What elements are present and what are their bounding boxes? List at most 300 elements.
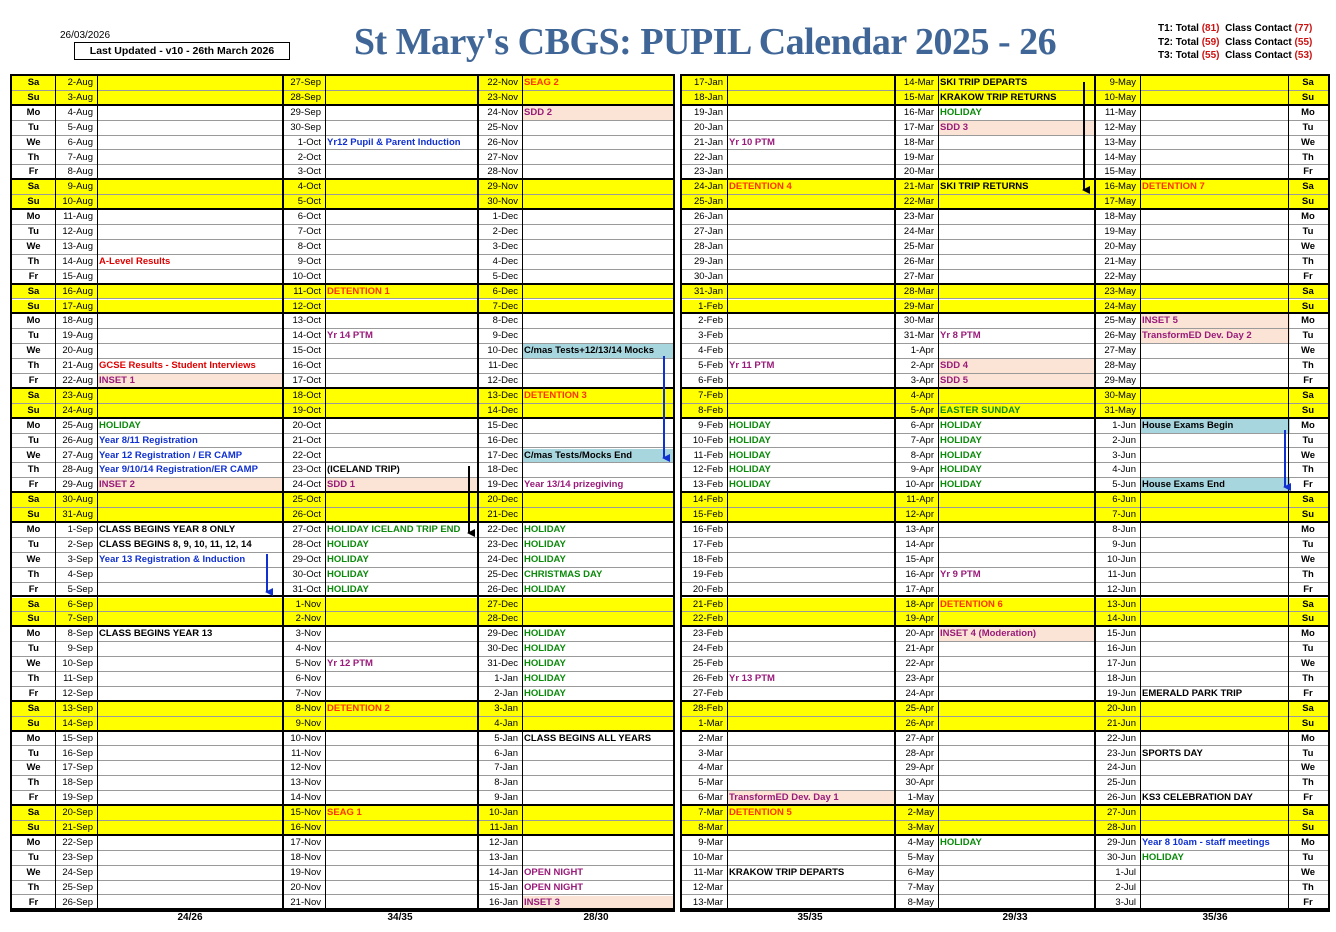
- date-cell: 17-Jun: [1106, 658, 1136, 670]
- event-label: DETENTION 5: [729, 807, 792, 819]
- event-label: Yr 9 PTM: [940, 568, 981, 580]
- weekday-label: We: [26, 658, 41, 670]
- weekday-label: Th: [1302, 881, 1314, 893]
- event-cell: [97, 657, 282, 671]
- calendar-row: [682, 851, 1328, 866]
- date-cell: 24-Jun: [1106, 762, 1136, 774]
- event-label: CLASS BEGINS ALL YEARS: [524, 732, 652, 744]
- date-cell: 3-Mar: [698, 747, 723, 759]
- date-cell: 29-May: [1104, 375, 1136, 386]
- weekday-label: Fr: [1303, 896, 1313, 908]
- date-cell: 16-Jun: [1106, 643, 1136, 655]
- calendar-row: [682, 359, 1328, 374]
- event-cell: [97, 210, 282, 224]
- event-label: C/mas Tests/Mocks End: [524, 449, 633, 461]
- date-cell: 18-May: [1104, 211, 1136, 223]
- date-cell: 9-Jan: [494, 792, 518, 804]
- event-cell: [522, 627, 673, 641]
- event-cell: [1140, 91, 1290, 104]
- event-label: HOLIDAY: [524, 524, 566, 535]
- weekday-label: Sa: [1302, 598, 1314, 610]
- calendar-row: [682, 568, 1328, 583]
- weekday-label: Mo: [26, 211, 41, 223]
- event-cell: [97, 136, 282, 150]
- event-cell: [97, 866, 282, 880]
- event-cell: [325, 523, 477, 537]
- date-cell: 9-Jun: [1112, 538, 1136, 550]
- date-cell: 2-Mar: [698, 732, 723, 744]
- event-cell: [325, 463, 477, 477]
- column-divider: [727, 76, 728, 910]
- event-cell: [325, 210, 477, 224]
- event-cell: [1140, 508, 1290, 521]
- event-cell: [97, 791, 282, 804]
- date-cell: 18-Feb: [692, 553, 723, 565]
- date-cell: 24-Apr: [905, 687, 934, 699]
- event-cell: [1140, 300, 1290, 313]
- date-cell: 3-Jan: [494, 702, 518, 714]
- event-label: HOLIDAY: [729, 434, 771, 446]
- event-cell: [97, 300, 282, 313]
- date-cell: 19-Oct: [292, 404, 321, 416]
- event-label: Yr 13 PTM: [729, 673, 775, 684]
- event-cell: [727, 404, 894, 417]
- calendar-row: [682, 747, 1328, 762]
- weekday-label: We: [26, 345, 41, 357]
- event-cell: [1140, 717, 1290, 730]
- date-cell: 25-Nov: [487, 121, 518, 133]
- event-cell: [325, 449, 477, 463]
- calendar-row: [12, 404, 673, 419]
- date-cell: 1-Jan: [494, 673, 518, 684]
- weekday-label: Su: [1301, 91, 1315, 103]
- date-cell: 2-Jun: [1112, 434, 1136, 446]
- date-cell: 28-Dec: [487, 613, 518, 625]
- event-cell: [727, 449, 894, 463]
- event-label: Yr 8 PTM: [940, 330, 981, 342]
- weekday-label: Su: [1301, 300, 1315, 312]
- date-cell: 14-Jun: [1106, 613, 1136, 625]
- date-cell: 4-May: [907, 836, 934, 848]
- event-cell: [325, 806, 477, 820]
- date-cell: 18-Dec: [487, 464, 518, 476]
- event-label: HOLIDAY: [729, 449, 771, 461]
- date-cell: 10-Feb: [692, 434, 723, 446]
- event-label: HOLIDAY: [524, 538, 566, 550]
- weekday-label: Su: [1301, 509, 1315, 521]
- event-label: OPEN NIGHT: [524, 866, 584, 878]
- weekday-label: Su: [27, 404, 40, 416]
- date-cell: 15-Mar: [903, 91, 934, 103]
- calendar-row: [682, 821, 1328, 836]
- weekday-label: Sa: [1302, 807, 1314, 819]
- event-cell: [522, 419, 673, 433]
- calendar-row: [682, 121, 1328, 136]
- date-cell: 2-May: [907, 807, 934, 819]
- weekday-label: Fr: [28, 375, 39, 386]
- date-cell: 26-Feb: [692, 673, 723, 684]
- event-cell: [325, 583, 477, 596]
- date-cell: 23-Oct: [292, 464, 321, 476]
- date-cell: 30-Apr: [905, 777, 934, 789]
- event-cell: [97, 106, 282, 120]
- date-cell: 24-Feb: [692, 643, 723, 655]
- event-cell: [727, 121, 894, 135]
- calendar-row: [12, 329, 673, 344]
- date-cell: 11-Oct: [293, 285, 321, 297]
- event-label: HOLIDAY: [524, 583, 566, 595]
- event-cell: [522, 866, 673, 880]
- event-cell: [325, 359, 477, 373]
- calendar-row: [12, 806, 673, 821]
- weekday-label: Mo: [26, 836, 41, 848]
- event-cell: [938, 896, 1094, 909]
- date-cell: 26-May: [1104, 330, 1136, 342]
- event-cell: [938, 657, 1094, 671]
- weekday-label: We: [26, 449, 41, 461]
- date-cell: 5-Dec: [492, 270, 518, 282]
- date-cell: 5-Nov: [295, 658, 321, 670]
- date-cell: 9-Sep: [67, 643, 93, 655]
- event-cell: [1140, 180, 1290, 194]
- calendar-row: [682, 91, 1328, 106]
- event-label: HOLIDAY: [524, 658, 566, 670]
- date-cell: 3-Dec: [492, 240, 518, 252]
- event-cell: [97, 165, 282, 178]
- event-cell: [325, 881, 477, 895]
- event-cell: [97, 672, 282, 686]
- calendar-row: [682, 612, 1328, 627]
- event-cell: [522, 449, 673, 463]
- date-cell: 8-Jun: [1112, 524, 1136, 535]
- date-cell: 25-Sep: [62, 881, 93, 893]
- event-cell: [325, 836, 477, 850]
- event-cell: [97, 404, 282, 417]
- calendar-row: [682, 583, 1328, 598]
- date-cell: 17-Aug: [62, 300, 93, 312]
- event-cell: [727, 225, 894, 239]
- event-label: DETENTION 3: [524, 389, 587, 401]
- weekday-label: Fr: [1303, 479, 1313, 491]
- event-cell: [727, 255, 894, 269]
- event-label: HOLIDAY: [99, 419, 141, 431]
- event-label: HOLIDAY: [940, 479, 982, 491]
- date-cell: 29-Jun: [1106, 836, 1136, 848]
- weekday-label: Mo: [1301, 315, 1315, 327]
- date-cell: 3-Oct: [297, 166, 321, 178]
- event-cell: [325, 896, 477, 909]
- event-cell: [727, 419, 894, 433]
- date-cell: 25-Aug: [62, 419, 93, 431]
- date-cell: 18-Jan: [693, 91, 723, 103]
- date-cell: 14-Aug: [62, 255, 93, 267]
- date-cell: 14-Dec: [487, 404, 518, 416]
- date-cell: 14-Apr: [905, 538, 934, 550]
- column-divider: [522, 76, 523, 910]
- event-label: Year 12 Registration / ER CAMP: [99, 449, 243, 461]
- event-cell: [938, 717, 1094, 730]
- calendar-row: [12, 583, 673, 598]
- event-label: Yr 10 PTM: [729, 136, 775, 148]
- date-cell: 16-Apr: [905, 568, 934, 580]
- calendar-row: [12, 702, 673, 717]
- event-cell: [938, 225, 1094, 239]
- calendar-row: [682, 434, 1328, 449]
- weekday-label: Mo: [26, 524, 41, 535]
- event-cell: [938, 851, 1094, 865]
- event-label: SEAG 1: [327, 807, 362, 819]
- term-label: T2: Total: [1158, 36, 1199, 48]
- date-cell: 15-Oct: [292, 345, 321, 357]
- calendar-row: [12, 136, 673, 151]
- date-cell: 23-Aug: [62, 389, 93, 401]
- event-label: INSET 5: [1142, 315, 1178, 327]
- weekday-label: Th: [27, 673, 40, 684]
- event-cell: [325, 717, 477, 730]
- event-label: SKI TRIP RETURNS: [940, 181, 1029, 193]
- date-cell: 26-Dec: [487, 583, 518, 595]
- event-label: SEAG 2: [524, 77, 559, 88]
- event-cell: [727, 583, 894, 596]
- event-cell: [522, 508, 673, 521]
- weekday-label: Mo: [1301, 732, 1315, 744]
- event-cell: [1140, 776, 1290, 790]
- weekday-label: Tu: [28, 121, 39, 133]
- footer-count: 28/30: [583, 912, 609, 923]
- event-cell: [1140, 702, 1290, 716]
- event-cell: [1140, 687, 1290, 700]
- date-cell: 21-Oct: [292, 434, 321, 446]
- calendar-row: [12, 76, 673, 91]
- date-cell: 19-Feb: [692, 568, 723, 580]
- weekday-label: Tu: [28, 226, 39, 237]
- calendar-row: [682, 598, 1328, 613]
- date-cell: 12-Mar: [692, 881, 723, 893]
- date-cell: 26-Sep: [62, 896, 93, 908]
- calendar-row: [682, 523, 1328, 538]
- date-cell: 6-Aug: [67, 136, 93, 148]
- event-cell: [727, 374, 894, 387]
- event-label: Yr 12 PTM: [327, 658, 373, 670]
- event-cell: [727, 329, 894, 343]
- calendar-row: [682, 761, 1328, 776]
- weekday-label: Su: [27, 822, 40, 833]
- event-cell: [97, 806, 282, 820]
- event-cell: [938, 285, 1094, 299]
- event-cell: [1140, 165, 1290, 178]
- date-cell: 30-Oct: [292, 568, 321, 580]
- calendar-row: [682, 165, 1328, 180]
- weekday-label: Mo: [26, 732, 41, 744]
- calendar-row: [12, 538, 673, 553]
- calendar-row: [12, 314, 673, 329]
- date-cell: 19-Jan: [693, 106, 723, 118]
- weekday-label: Sa: [1302, 181, 1314, 193]
- event-cell: [727, 672, 894, 686]
- calendar-row: [682, 627, 1328, 642]
- event-cell: [522, 568, 673, 582]
- weekday-label: Tu: [28, 538, 39, 550]
- event-cell: [727, 627, 894, 641]
- event-cell: [325, 612, 477, 625]
- calendar-row: [12, 821, 673, 836]
- event-cell: [97, 76, 282, 90]
- date-cell: 26-Nov: [487, 136, 518, 148]
- calendar-row: [682, 538, 1328, 553]
- event-cell: [938, 359, 1094, 373]
- weekday-label: Mo: [1301, 419, 1315, 431]
- event-cell: [97, 151, 282, 165]
- event-cell: [325, 851, 477, 865]
- date-cell: 22-Apr: [905, 658, 934, 670]
- date-cell: 29-Apr: [905, 762, 934, 774]
- date-cell: 21-Nov: [290, 896, 321, 908]
- event-cell: [938, 151, 1094, 165]
- calendar-row: [12, 121, 673, 136]
- calendar-row: [682, 374, 1328, 389]
- calendar-row: [12, 836, 673, 851]
- calendar-row: [682, 329, 1328, 344]
- event-cell: [1140, 568, 1290, 582]
- event-cell: [1140, 657, 1290, 671]
- event-cell: [727, 210, 894, 224]
- event-cell: [522, 255, 673, 269]
- event-label: DETENTION 7: [1142, 181, 1205, 193]
- event-cell: [97, 270, 282, 283]
- calendar-row: [12, 300, 673, 315]
- date-cell: 26-Apr: [905, 717, 934, 729]
- weekday-label: We: [1300, 658, 1316, 670]
- date-cell: 31-Mar: [903, 330, 934, 342]
- calendar-row: [12, 657, 673, 672]
- weekday-label: Tu: [1302, 121, 1314, 133]
- event-cell: [938, 136, 1094, 150]
- event-cell: [97, 240, 282, 254]
- date-cell: 12-Oct: [292, 300, 321, 312]
- date-cell: 7-Nov: [295, 687, 321, 699]
- event-label: Yr 11 PTM: [729, 360, 775, 372]
- event-cell: [97, 255, 282, 269]
- date-cell: 5-Apr: [910, 404, 934, 416]
- event-cell: [727, 538, 894, 552]
- calendar-row: [682, 180, 1328, 195]
- event-cell: [1140, 240, 1290, 254]
- event-cell: [1140, 478, 1290, 491]
- date-cell: 21-Sep: [62, 822, 93, 833]
- event-cell: [727, 836, 894, 850]
- weekday-label: Su: [1301, 613, 1315, 625]
- date-cell: 18-Oct: [292, 389, 321, 401]
- event-cell: [727, 151, 894, 165]
- event-cell: [97, 761, 282, 775]
- date-cell: 24-Nov: [487, 106, 518, 118]
- event-cell: [938, 836, 1094, 850]
- date-cell: 13-Apr: [905, 524, 934, 535]
- event-cell: [325, 702, 477, 716]
- event-label: HOLIDAY: [1142, 851, 1184, 863]
- event-cell: [522, 91, 673, 104]
- calendar-row: [682, 285, 1328, 300]
- weekday-label: Su: [1301, 717, 1315, 729]
- event-label: INSET 3: [524, 896, 560, 908]
- event-label: OPEN NIGHT: [524, 881, 584, 893]
- event-cell: [325, 776, 477, 790]
- date-cell: 10-May: [1104, 91, 1136, 103]
- weekday-label: Su: [27, 509, 40, 521]
- date-cell: 25-Oct: [292, 494, 321, 506]
- event-cell: [727, 553, 894, 567]
- calendar-row: [12, 195, 673, 210]
- date-cell: 11-Jan: [489, 822, 518, 833]
- column-divider: [325, 76, 326, 910]
- date-cell: 18-Apr: [905, 598, 934, 610]
- weekday-label: Mo: [26, 106, 41, 118]
- weekday-label: Tu: [28, 330, 39, 342]
- event-cell: [1140, 732, 1290, 746]
- event-cell: [522, 329, 673, 343]
- weekday-label: Sa: [27, 598, 40, 610]
- date-cell: 29-Jan: [693, 255, 723, 267]
- event-cell: [522, 493, 673, 507]
- event-cell: [97, 896, 282, 909]
- date-cell: 14-Sep: [62, 717, 93, 729]
- weekday-label: Fr: [28, 687, 39, 699]
- event-cell: [325, 732, 477, 746]
- event-cell: [938, 568, 1094, 582]
- event-label: HOLIDAY: [940, 449, 982, 461]
- event-cell: [325, 642, 477, 656]
- weekday-label: Fr: [28, 583, 39, 595]
- date-cell: 22-Feb: [692, 613, 723, 625]
- event-cell: [522, 389, 673, 403]
- calendar-row: [12, 747, 673, 762]
- event-label: Yr 14 PTM: [327, 330, 373, 342]
- calendar-row: [682, 493, 1328, 508]
- date-cell: 7-Sep: [67, 613, 93, 625]
- date-cell: 25-Apr: [905, 702, 934, 714]
- event-cell: [1140, 821, 1290, 834]
- calendar-row: [12, 851, 673, 866]
- date-cell: 20-Aug: [62, 345, 93, 357]
- event-label: House Exams End: [1142, 479, 1225, 491]
- event-cell: [1140, 523, 1290, 537]
- weekday-label: Fr: [28, 479, 39, 491]
- date-cell: 4-Jun: [1112, 464, 1136, 476]
- calendar-block-right: [680, 74, 1330, 912]
- event-cell: [938, 180, 1094, 194]
- event-cell: [1140, 538, 1290, 552]
- date-cell: 9-Dec: [492, 330, 518, 342]
- date-cell: 16-May: [1104, 181, 1136, 193]
- event-label: SDD 1: [327, 479, 355, 491]
- weekday-label: Mo: [26, 315, 41, 327]
- date-cell: 10-Jun: [1106, 553, 1136, 565]
- event-cell: [727, 463, 894, 477]
- event-label: SDD 5: [940, 375, 968, 386]
- event-cell: [325, 627, 477, 641]
- event-cell: [938, 687, 1094, 700]
- event-cell: [1140, 612, 1290, 625]
- event-cell: [325, 270, 477, 283]
- column-divider: [55, 76, 56, 910]
- date-cell: 1-Jun: [1112, 419, 1136, 431]
- event-cell: [522, 359, 673, 373]
- event-cell: [727, 493, 894, 507]
- event-cell: [1140, 344, 1290, 358]
- event-cell: [1140, 270, 1290, 283]
- date-cell: 26-Jan: [693, 211, 723, 223]
- date-cell: 24-Aug: [62, 404, 93, 416]
